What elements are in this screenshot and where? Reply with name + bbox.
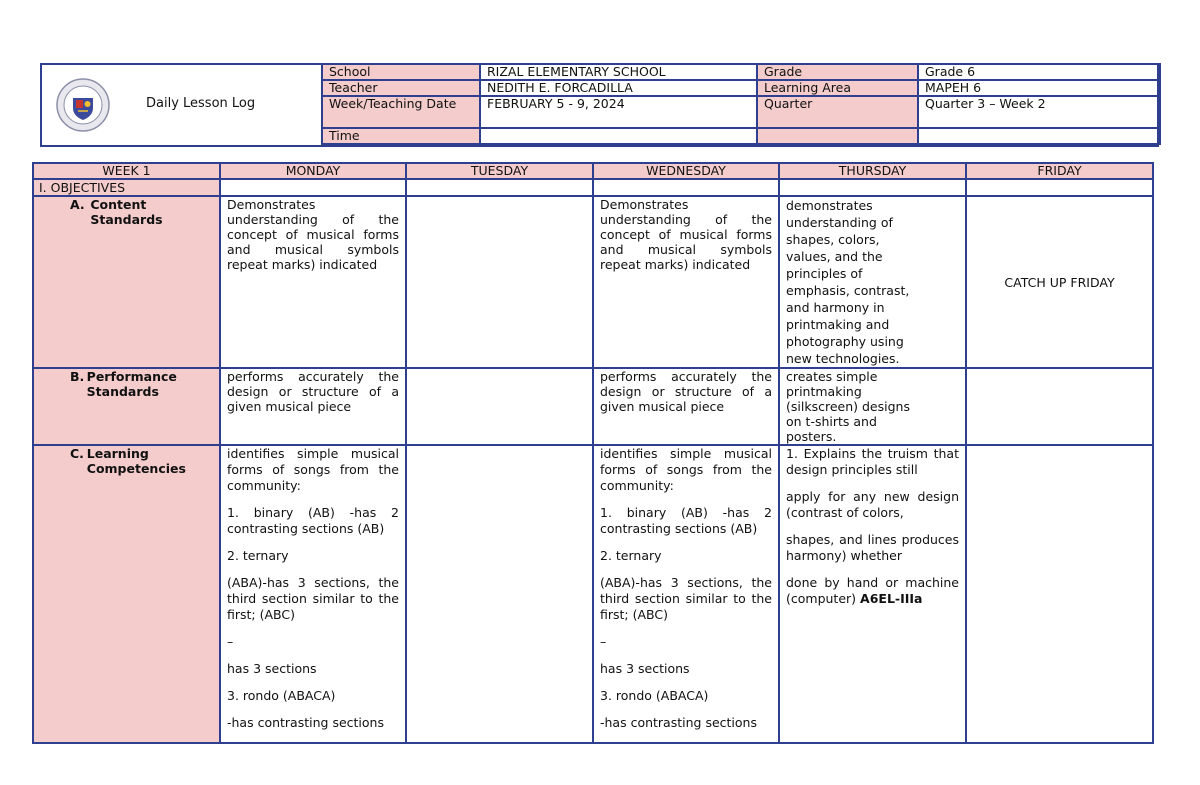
deped-seal-logo bbox=[56, 78, 110, 132]
learning-competencies-tuesday bbox=[406, 445, 593, 743]
content-standards-tuesday bbox=[406, 196, 593, 368]
competency-code: A6EL-IIIa bbox=[860, 591, 923, 606]
learning-competencies-label: C. Learning Competencies bbox=[33, 445, 220, 743]
blank-value bbox=[918, 128, 1160, 144]
content-standards-monday: Demonstrates understanding of the concept of musical forms and musical symbols repeat marks) indicated bbox=[220, 196, 406, 368]
header-info-table bbox=[321, 63, 1161, 145]
grade-value: Grade 6 bbox=[918, 64, 1160, 80]
catch-up-friday: CATCH UP FRIDAY bbox=[966, 196, 1153, 368]
blank-label bbox=[757, 128, 918, 144]
teacher-label: Teacher bbox=[322, 80, 480, 96]
quarter-label: Quarter bbox=[757, 96, 918, 128]
week-date-label: Week/Teaching Date bbox=[322, 96, 480, 128]
learning-area-label: Learning Area bbox=[757, 80, 918, 96]
week-date-value: FEBRUARY 5 - 9, 2024 bbox=[480, 96, 757, 128]
objectives-label: I. OBJECTIVES bbox=[33, 179, 220, 196]
time-label: Time bbox=[322, 128, 480, 144]
objectives-friday bbox=[966, 179, 1153, 196]
school-value: RIZAL ELEMENTARY SCHOOL bbox=[480, 64, 757, 80]
objectives-tuesday bbox=[406, 179, 593, 196]
col-wednesday: WEDNESDAY bbox=[593, 163, 779, 179]
learning-competencies-thursday: 1. Explains the truism that design principles still apply for any new design (contrast of colors, shapes, and lines produces harmony) whether done by hand or machine (computer) A6EL-IIIa bbox=[779, 445, 966, 743]
teacher-value: NEDITH E. FORCADILLA bbox=[480, 80, 757, 96]
col-tuesday: TUESDAY bbox=[406, 163, 593, 179]
objectives-wednesday bbox=[593, 179, 779, 196]
performance-standards-monday: performs accurately the design or structure of a given musical piece bbox=[220, 368, 406, 445]
performance-standards-tuesday bbox=[406, 368, 593, 445]
performance-standards-friday bbox=[966, 368, 1153, 445]
performance-standards-wednesday: performs accurately the design or structure of a given musical piece bbox=[593, 368, 779, 445]
time-value bbox=[480, 128, 757, 144]
quarter-value: Quarter 3 – Week 2 bbox=[918, 96, 1160, 128]
col-monday: MONDAY bbox=[220, 163, 406, 179]
learning-competencies-wednesday: identifies simple musical forms of songs from the community: 1. binary (AB) -has 2 contrasting sections (AB) 2. ternary (ABA)-has 3 sections, the third section similar to the first; (ABC) – has 3 sections 3. rondo (ABACA) -has contrasting sections bbox=[593, 445, 779, 743]
objectives-monday bbox=[220, 179, 406, 196]
learning-competencies-friday bbox=[966, 445, 1153, 743]
grade-label: Grade bbox=[757, 64, 918, 80]
content-standards-wednesday: Demonstrates understanding of the concept of musical forms and musical symbols repeat marks) indicated bbox=[593, 196, 779, 368]
content-standards-label: A. Content Standards bbox=[33, 196, 220, 368]
col-friday: FRIDAY bbox=[966, 163, 1153, 179]
lesson-plan-table bbox=[32, 162, 1154, 744]
learning-competencies-monday: identifies simple musical forms of songs from the community: 1. binary (AB) -has 2 contrasting sections (AB) 2. ternary (ABA)-has 3 sections, the third section similar to the first; (ABC) – has 3 sections 3. rondo (ABACA) -has contrasting sections bbox=[220, 445, 406, 743]
learning-area-value: MAPEH 6 bbox=[918, 80, 1160, 96]
document-title: Daily Lesson Log bbox=[146, 96, 256, 111]
col-week: WEEK 1 bbox=[33, 163, 220, 179]
school-label: School bbox=[322, 64, 480, 80]
objectives-thursday bbox=[779, 179, 966, 196]
content-standards-thursday: demonstrates understanding of shapes, colors, values, and the principles of emphasis, contrast, and harmony in printmaking and photography using new technologies. bbox=[779, 196, 966, 368]
performance-standards-label: B. Performance Standards bbox=[33, 368, 220, 445]
col-thursday: THURSDAY bbox=[779, 163, 966, 179]
performance-standards-thursday: creates simple printmaking (silkscreen) designs on t-shirts and posters. bbox=[779, 368, 966, 445]
